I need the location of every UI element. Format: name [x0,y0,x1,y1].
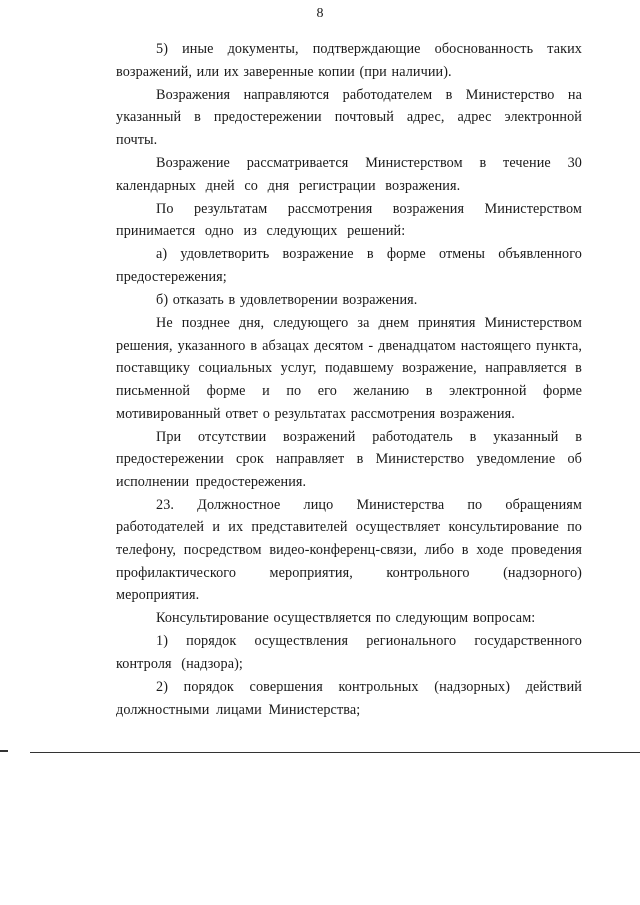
paragraph-option-a: а) удовлетворить возражение в форме отмены объявленного предостережения; [116,246,582,285]
paragraph-topic-1: 1) порядок осуществления регионального государственного контроля (надзора); [116,633,582,673]
paragraph-response-deadline: Не позднее дня, следующего за днем принятия Министерством решения, указанного в абзацах десятом - двенадцатом настоящего пункта, поставщику социальных услуг, подавшему возражение, направляется в письменной форме и по его желанию в электронной форме мотивированный ответ о результатах рассмотрения возражения. [116,315,582,422]
paragraph-no-objections: При отсутствии возражений работодатель в указанный в предостережении срок направляет в Министерство уведомление об исполнении предостережения. [116,428,582,490]
left-scan-mark [0,750,8,752]
paragraph-other-documents: 5) иные документы, подтверждающие обоснованность таких возражений, или их заверенные копии (при наличии). [116,41,582,80]
page-number: 8 [316,6,324,21]
document-body [116,38,582,722]
paragraph-objection-review: Возражение рассматривается Министерством в течение 30 календарных дней со дня регистрации возражения. [116,154,582,194]
paragraph-consultation-official: 23. Должностное лицо Министерства по обращениям работодателей и их представителей осуществляет консультирование по телефону, посредством видео-конференц-связи, либо в ходе проведения профилактического мероприятия, контрольного (надзорного) мероприятия. [116,496,582,604]
paragraph-consultation-topics: Консультирование осуществляется по следующим вопросам: [156,610,536,627]
paragraph-objections-sent: Возражения направляются работодателем в Министерство на указанный в предостережении почтовый адрес, адрес электронной почты. [116,86,582,148]
paragraph-option-b: б) отказать в удовлетворении возражения. [156,292,418,309]
page-bottom-rule [30,752,640,753]
paragraph-review-results: По результатам рассмотрения возражения Министерством принимается одно из следующих решений: [116,200,582,240]
paragraph-topic-2: 2) порядок совершения контрольных (надзорных) действий должностными лицами Министерства; [116,679,582,718]
